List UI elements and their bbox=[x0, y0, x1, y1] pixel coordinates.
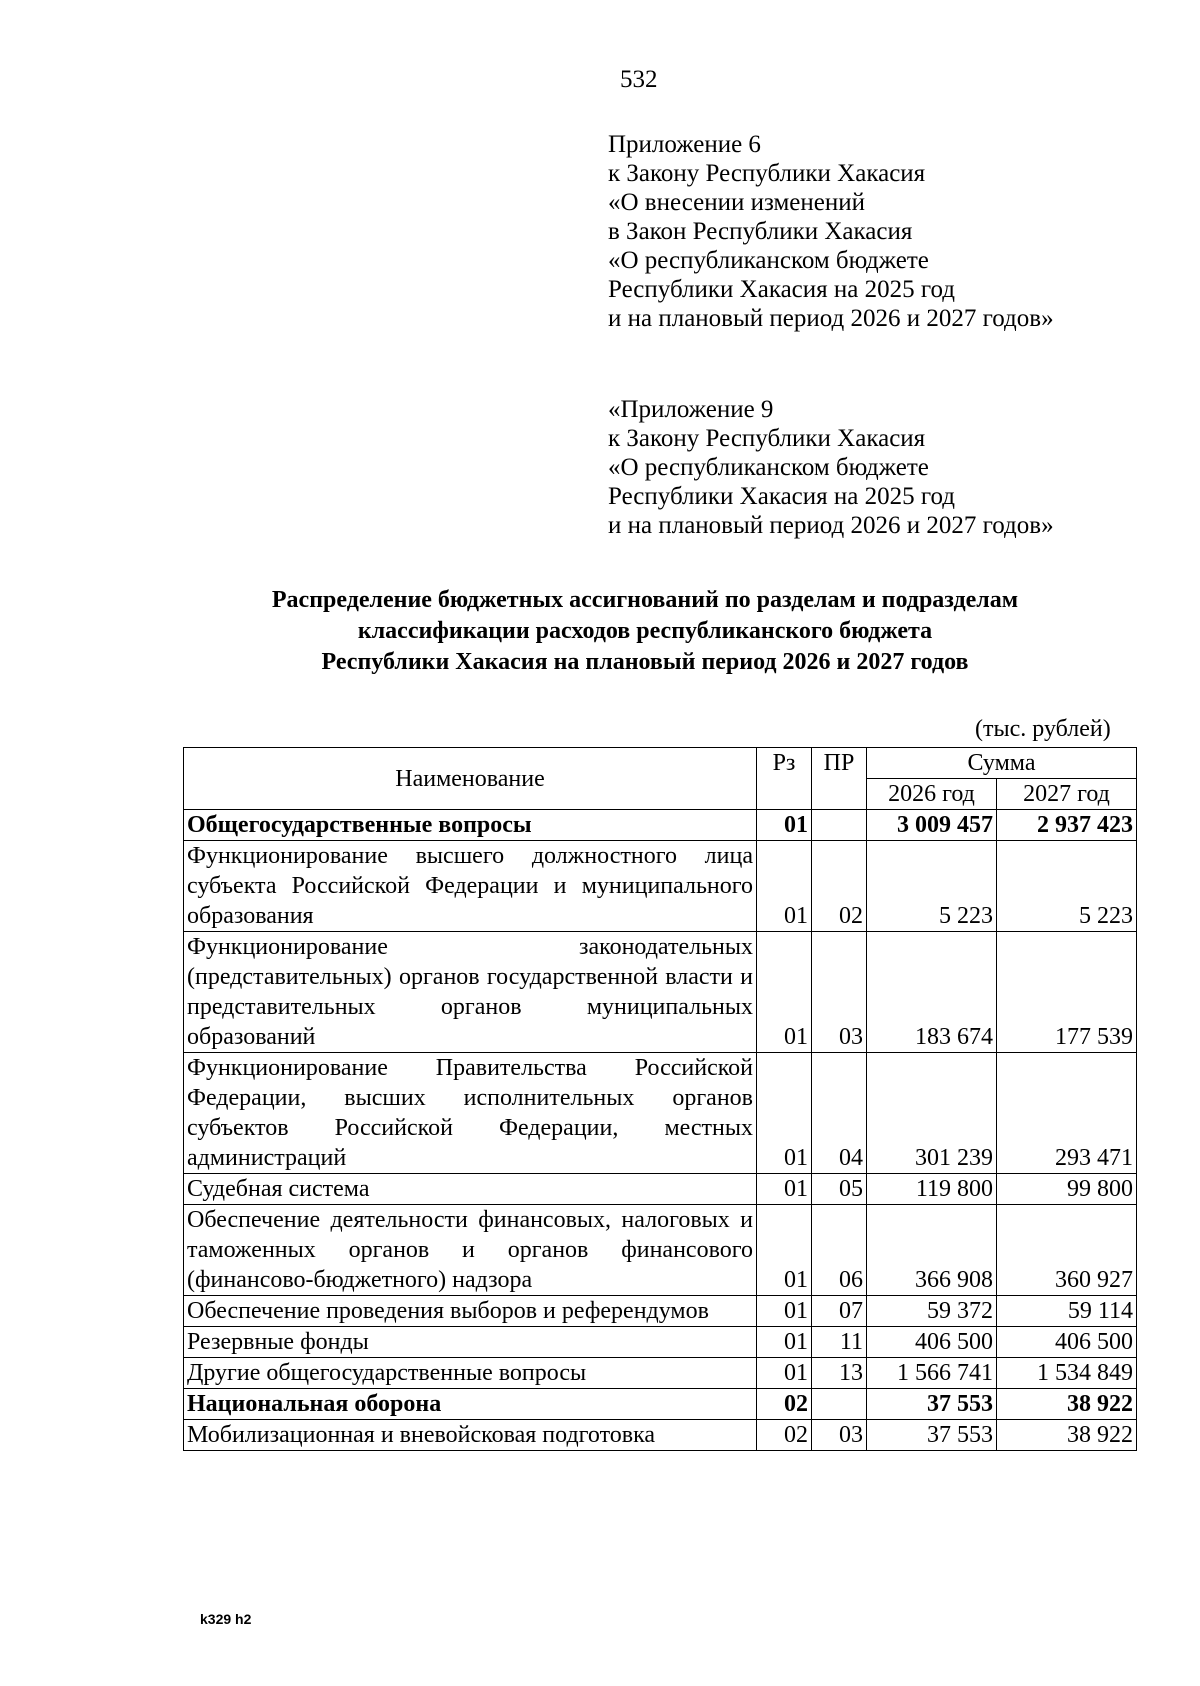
appendix-line: Республики Хакасия на 2025 год bbox=[608, 276, 956, 303]
appendix-line: к Закону Республики Хакасия bbox=[608, 160, 926, 187]
budget-table bbox=[183, 747, 1137, 1451]
row-rz: 02 bbox=[757, 1389, 812, 1420]
row-value-2027: 293 471 bbox=[997, 1053, 1137, 1174]
row-rz: 01 bbox=[757, 1174, 812, 1205]
row-value-2027: 38 922 bbox=[997, 1389, 1137, 1420]
row-value-2027: 360 927 bbox=[997, 1205, 1137, 1296]
row-name: Другие общегосударственные вопросы bbox=[184, 1358, 757, 1389]
row-rz: 01 bbox=[757, 1327, 812, 1358]
row-value-2027: 59 114 bbox=[997, 1296, 1137, 1327]
row-name: Мобилизационная и вневойсковая подготовка bbox=[184, 1420, 757, 1451]
header-pr: ПР bbox=[812, 748, 867, 810]
row-rz: 01 bbox=[757, 932, 812, 1053]
appendix-line: «О внесении изменений bbox=[608, 189, 866, 216]
row-name: Обеспечение деятельности финансовых, налоговых и таможенных органов и органов финансового (финансово-бюджетного) надзора bbox=[184, 1205, 757, 1296]
unit-label: (тыс. рублей) bbox=[975, 716, 1111, 742]
row-value-2026: 366 908 bbox=[867, 1205, 997, 1296]
appendix-line: и на плановый период 2026 и 2027 годов» bbox=[608, 305, 1054, 332]
appendix-line: Республики Хакасия на 2025 год bbox=[608, 483, 956, 510]
row-value-2026: 59 372 bbox=[867, 1296, 997, 1327]
row-pr: 13 bbox=[812, 1358, 867, 1389]
row-value-2026: 37 553 bbox=[867, 1420, 997, 1451]
table-row bbox=[184, 810, 1137, 841]
row-rz: 01 bbox=[757, 810, 812, 841]
row-pr: 03 bbox=[812, 1420, 867, 1451]
table-row bbox=[184, 932, 1137, 1053]
row-pr bbox=[812, 810, 867, 841]
row-value-2027: 38 922 bbox=[997, 1420, 1137, 1451]
header-year-2027: 2027 год bbox=[997, 779, 1137, 810]
appendix-line: «О республиканском бюджете bbox=[608, 454, 929, 481]
row-rz: 02 bbox=[757, 1420, 812, 1451]
appendix-line: в Закон Республики Хакасия bbox=[608, 218, 913, 245]
table-row bbox=[184, 1389, 1137, 1420]
title-line: Республики Хакасия на плановый период 2026 и 2027 годов bbox=[321, 649, 969, 675]
row-value-2026: 406 500 bbox=[867, 1327, 997, 1358]
row-name: Национальная оборона bbox=[184, 1389, 757, 1420]
row-value-2027: 177 539 bbox=[997, 932, 1137, 1053]
row-pr: 11 bbox=[812, 1327, 867, 1358]
row-pr: 06 bbox=[812, 1205, 867, 1296]
header-sum: Сумма bbox=[867, 748, 1137, 779]
row-name: Функционирование Правительства Российской Федерации, высших исполнительных органов субъектов Российской Федерации, местных администраций bbox=[184, 1053, 757, 1174]
appendix-line: Приложение 6 bbox=[608, 131, 761, 158]
title-line: классификации расходов республиканского бюджета bbox=[357, 618, 933, 644]
row-value-2027: 2 937 423 bbox=[997, 810, 1137, 841]
row-pr: 07 bbox=[812, 1296, 867, 1327]
row-value-2026: 301 239 bbox=[867, 1053, 997, 1174]
table-row bbox=[184, 1053, 1137, 1174]
appendix-header-original bbox=[608, 395, 1054, 540]
table-row bbox=[184, 1296, 1137, 1327]
table-row bbox=[184, 1174, 1137, 1205]
appendix-line: «О республиканском бюджете bbox=[608, 247, 929, 274]
row-pr: 04 bbox=[812, 1053, 867, 1174]
row-rz: 01 bbox=[757, 1053, 812, 1174]
row-pr: 03 bbox=[812, 932, 867, 1053]
row-value-2026: 3 009 457 bbox=[867, 810, 997, 841]
row-value-2026: 37 553 bbox=[867, 1389, 997, 1420]
appendix-line: «Приложение 9 bbox=[608, 396, 774, 423]
appendix-header-current bbox=[608, 130, 1054, 333]
table-row bbox=[184, 1420, 1137, 1451]
row-pr: 02 bbox=[812, 841, 867, 932]
row-value-2027: 5 223 bbox=[997, 841, 1137, 932]
row-pr: 05 bbox=[812, 1174, 867, 1205]
row-value-2026: 183 674 bbox=[867, 932, 997, 1053]
row-value-2026: 5 223 bbox=[867, 841, 997, 932]
row-rz: 01 bbox=[757, 1358, 812, 1389]
appendix-line: к Закону Республики Хакасия bbox=[608, 425, 926, 452]
row-name: Обеспечение проведения выборов и референдумов bbox=[184, 1296, 757, 1327]
document-title bbox=[150, 585, 1140, 678]
table-row bbox=[184, 841, 1137, 932]
row-value-2027: 1 534 849 bbox=[997, 1358, 1137, 1389]
table-row bbox=[184, 1358, 1137, 1389]
table-row bbox=[184, 1205, 1137, 1296]
row-rz: 01 bbox=[757, 1205, 812, 1296]
footer-code: k329 h2 bbox=[200, 1611, 252, 1627]
header-name: Наименование bbox=[184, 748, 757, 810]
row-pr bbox=[812, 1389, 867, 1420]
table-row bbox=[184, 1327, 1137, 1358]
row-value-2027: 99 800 bbox=[997, 1174, 1137, 1205]
row-name: Судебная система bbox=[184, 1174, 757, 1205]
page-number: 532 bbox=[620, 66, 658, 93]
row-name: Общегосударственные вопросы bbox=[184, 810, 757, 841]
appendix-line: и на плановый период 2026 и 2027 годов» bbox=[608, 512, 1054, 539]
title-line: Распределение бюджетных ассигнований по разделам и подразделам bbox=[271, 587, 1019, 613]
row-value-2027: 406 500 bbox=[997, 1327, 1137, 1358]
row-value-2026: 1 566 741 bbox=[867, 1358, 997, 1389]
row-rz: 01 bbox=[757, 841, 812, 932]
row-name: Функционирование высшего должностного лица субъекта Российской Федерации и муниципального образования bbox=[184, 841, 757, 932]
header-year-2026: 2026 год bbox=[867, 779, 997, 810]
row-name: Резервные фонды bbox=[184, 1327, 757, 1358]
row-rz: 01 bbox=[757, 1296, 812, 1327]
row-name: Функционирование законодательных (представительных) органов государственной власти и представительных органов муниципальных образований bbox=[184, 932, 757, 1053]
row-value-2026: 119 800 bbox=[867, 1174, 997, 1205]
header-rz: Рз bbox=[757, 748, 812, 810]
